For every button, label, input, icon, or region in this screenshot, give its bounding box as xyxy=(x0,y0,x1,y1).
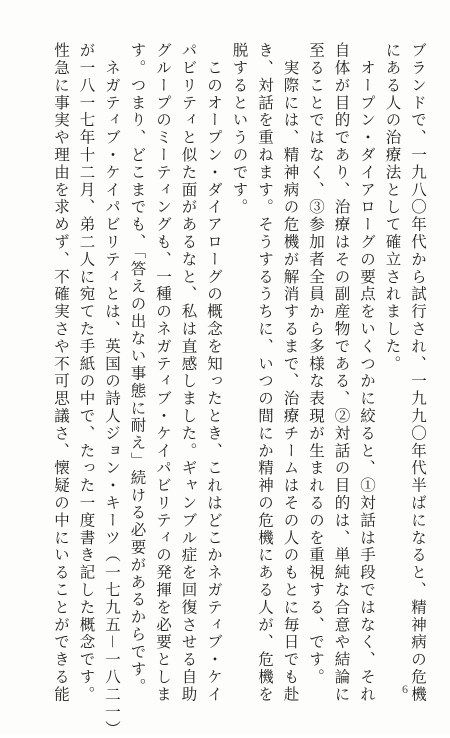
text-line: す。つまり、どこまでも、「答えの出ない事態に耐え」続ける必要があるからです。 xyxy=(128,42,147,696)
text-line: ブランドで、一九八〇年代から試行され、一九九〇年代半ばになると、精神病の危機 xyxy=(409,42,427,704)
text-line: このオープン・ダイアローグの概念を知ったとき、これはどこかネガティブ・ケイ xyxy=(205,42,223,704)
text-line: ネガティブ・ケイパビリティとは、英国の詩人ジョン・キーツ（一七九五－一八二一） xyxy=(103,42,121,738)
text-line: が一八一七年十二月、弟二人に宛てた手紙の中で、たった一度書き記した概念です。 xyxy=(77,42,96,704)
text-line: 自体が目的であり、治療はその副産物である、②対話の目的は、単純な合意や結論に xyxy=(332,42,351,704)
text-line: グループのミーティングも、一種のネガティブ・ケイパビリティの発揮を必要としま xyxy=(154,42,172,704)
text-line: 性急に事実や理由を求めず、不確実さや不可思議さ、懐疑の中にいることができる能 xyxy=(52,42,70,704)
text-line: パビリティと似た面があるなと、私は直感しました。ギャンブル症を回復させる自助 xyxy=(179,42,198,704)
page-number: 6 xyxy=(402,682,408,696)
text-line: 脱するというのです。 xyxy=(230,42,249,216)
text-line: オープン・ダイアローグの要点をいくつかに絞ると、①対話は手段ではなく、それ xyxy=(358,42,376,704)
text-line: にある人の治療法として確立されました。 xyxy=(383,42,402,373)
text-line: 至ることではなく、③参加者全員から多様な表現が生まれるのを重視する、です。 xyxy=(307,42,325,686)
vertical-text-body xyxy=(48,42,431,738)
text-line: 実際には、精神病の危機が解消するまで、治療チームはその人のもとに毎日でも赴 xyxy=(281,42,300,704)
text-line: き、対話を重ねます。そうするうちに、いつの間にか精神の危機にある人が、危機を xyxy=(256,42,274,704)
